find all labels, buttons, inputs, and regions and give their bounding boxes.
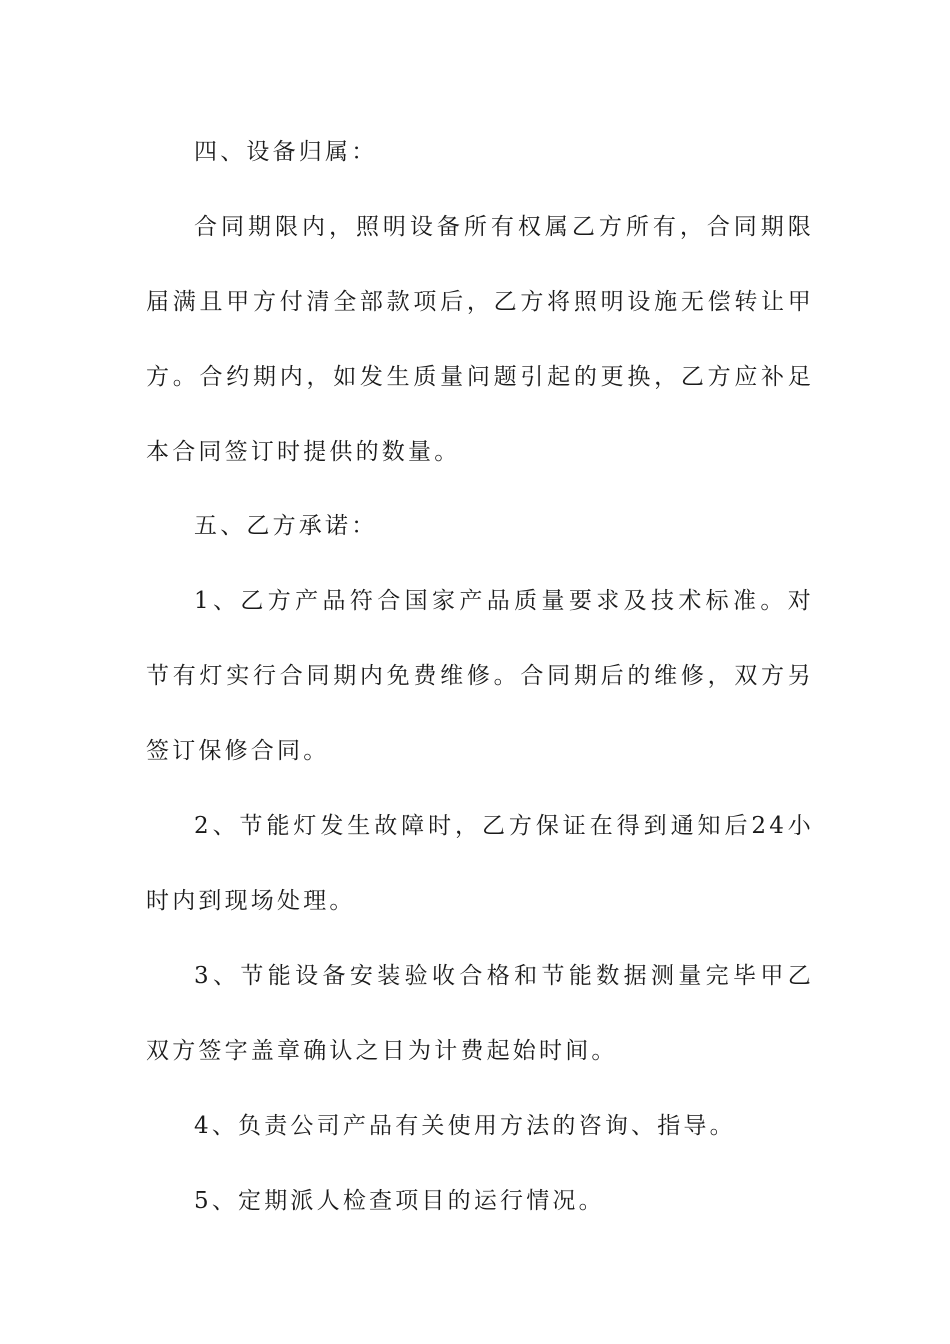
commitment-item-5: 5、定期派人检查项目的运行情况。	[194, 1188, 605, 1214]
commitment-item-3: 3、节能设备安装验收合格和节能数据测量完毕甲乙双方签字盖章确认之日为计费起始时间。	[146, 963, 814, 1064]
paragraph-equipment-ownership: 合同期限内，照明设备所有权属乙方所有，合同期限届满且甲方付清全部款项后，乙方将照明设施无偿转让甲方。合约期内，如发生质量问题引起的更换，乙方应补足本合同签订时提供的数量。	[146, 214, 814, 465]
commitment-item-1: 1、乙方产品符合国家产品质量要求及技术标准。对节有灯实行合同期内免费维修。合同期后的维修，双方另签订保修合同。	[146, 588, 814, 764]
section-heading-equipment-ownership: 四、设备归属：	[194, 139, 378, 165]
commitment-item-2: 2、节能灯发生故障时，乙方保证在得到通知后24小时内到现场处理。	[146, 813, 814, 914]
commitment-item-4: 4、负责公司产品有关使用方法的咨询、指导。	[194, 1113, 736, 1139]
section-heading-party-b-commitments: 五、乙方承诺：	[194, 513, 378, 539]
